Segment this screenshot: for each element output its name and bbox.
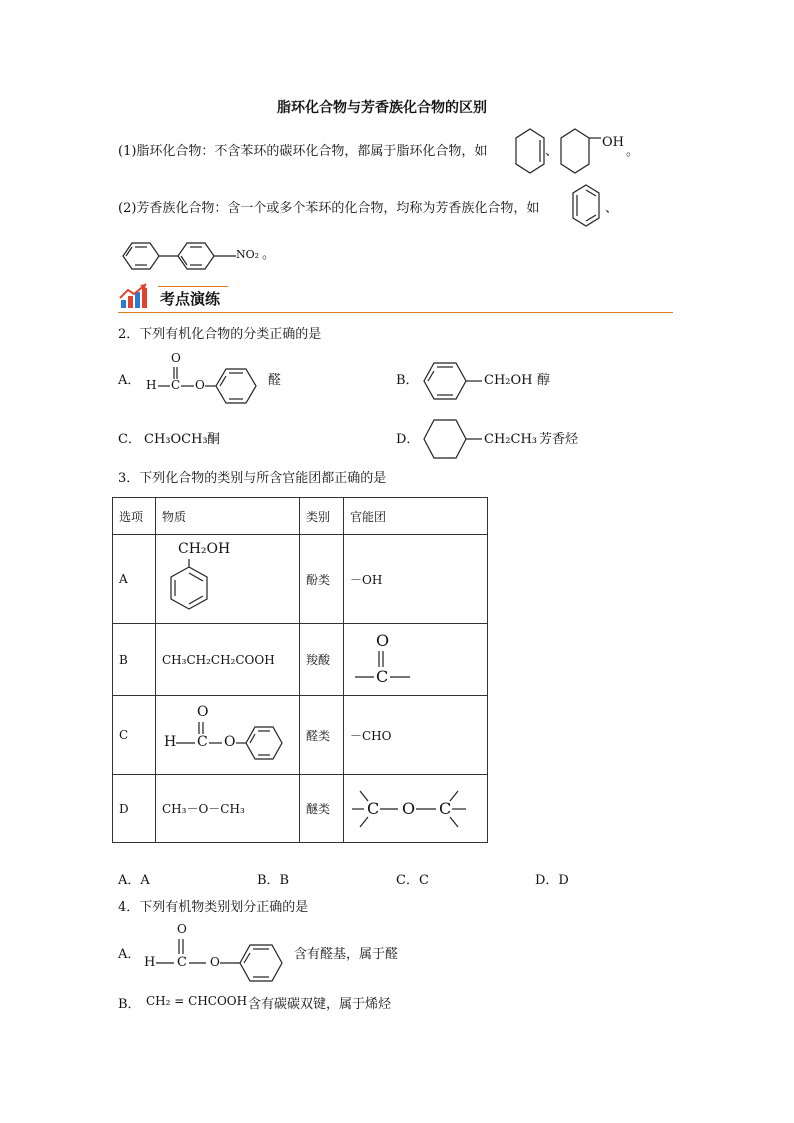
q2-stem: 2．下列有机化合物的分类正确的是 bbox=[118, 327, 322, 342]
section-divider bbox=[118, 312, 673, 313]
q2-option-a-label: A． bbox=[118, 373, 141, 388]
row-c-substance bbox=[156, 696, 300, 775]
period: 。 bbox=[262, 247, 276, 262]
q2-option-c-formula: CH₃OCH₃ bbox=[144, 432, 208, 447]
q4-option-b-formula: CH₂ = CHCOOH bbox=[146, 994, 248, 1008]
ethylcyclohexane-structure bbox=[420, 414, 484, 464]
q2-option-d-label: D． bbox=[396, 432, 420, 447]
row-b-substance: CH₃CH₂CH₂COOH bbox=[156, 624, 300, 696]
header-option: 选项 bbox=[113, 498, 156, 535]
paragraph-aromatic: (2)芳香族化合物：含一个或多个苯环的化合物，均称为芳香族化合物，如 bbox=[118, 201, 540, 216]
q3-table bbox=[112, 497, 488, 843]
hydrogen-atom: H bbox=[164, 734, 177, 750]
cyclohexanol-structure bbox=[557, 126, 603, 176]
ester-oxygen: O bbox=[224, 734, 236, 750]
carbonyl-carbon: C bbox=[376, 666, 389, 686]
row-b-group bbox=[344, 624, 488, 696]
page-title: 脂环化合物与芳香族化合物的区别 bbox=[277, 100, 487, 116]
header-group: 官能团 bbox=[344, 498, 488, 535]
carbon-atom: C bbox=[171, 378, 181, 392]
table-row bbox=[113, 775, 488, 843]
period: 。 bbox=[626, 144, 640, 159]
chart-icon bbox=[118, 282, 150, 310]
carbonyl-oxygen: O bbox=[197, 704, 209, 720]
table-header-row bbox=[113, 498, 488, 535]
row-c-category: 醛类 bbox=[300, 696, 344, 775]
q2-option-d-group: CH₂CH₃ bbox=[484, 432, 537, 447]
row-a-category: 酚类 bbox=[300, 535, 344, 624]
separator: 、 bbox=[605, 201, 619, 216]
carbonyl-oxygen: O bbox=[177, 922, 187, 936]
cyclohexene-structure bbox=[512, 126, 548, 176]
ether-carbon-right: C bbox=[439, 798, 452, 818]
header-category: 类别 bbox=[300, 498, 344, 535]
row-d-option: D bbox=[113, 775, 156, 843]
q4-option-a-label: A． bbox=[118, 947, 141, 962]
benzene-structure bbox=[570, 183, 602, 229]
row-d-category: 醚类 bbox=[300, 775, 344, 843]
q4-option-b-text: 含有碳碳双键，属于烯烃 bbox=[248, 997, 392, 1012]
carbonyl-oxygen: O bbox=[376, 630, 390, 650]
table-row bbox=[113, 535, 488, 624]
nitrobiphenyl-structure bbox=[118, 238, 238, 274]
phenyl-formate-structure bbox=[162, 700, 292, 770]
q3-choice-a[interactable]: A．A bbox=[118, 873, 150, 888]
nitro-label: NO₂ bbox=[236, 248, 260, 261]
row-a-option: A bbox=[113, 535, 156, 624]
row-d-group bbox=[344, 775, 488, 843]
row-a-substance bbox=[156, 535, 300, 624]
carbonyl-bonds bbox=[350, 629, 430, 691]
q2-option-c-label: C． bbox=[118, 432, 141, 447]
ester-oxygen: O bbox=[195, 378, 205, 392]
q3-choice-d[interactable]: D．D bbox=[535, 873, 569, 888]
q3-choice-b[interactable]: B．B bbox=[257, 873, 290, 888]
hydrogen-atom: H bbox=[144, 955, 156, 970]
carbon-atom: C bbox=[177, 955, 187, 970]
benzyl-alcohol-structure bbox=[164, 559, 214, 615]
ether-oxygen: O bbox=[402, 798, 416, 818]
row-b-option: B bbox=[113, 624, 156, 696]
q2-option-a-class: 醛 bbox=[268, 373, 282, 388]
q4-option-b-label: B． bbox=[118, 997, 141, 1012]
benzyl-group-label: CH₂OH bbox=[178, 541, 231, 557]
q2-option-d-class: 芳香烃 bbox=[539, 432, 579, 447]
carbon-atom: C bbox=[197, 734, 208, 750]
q2-option-c-class: 酮 bbox=[207, 432, 221, 447]
row-b-category: 羧酸 bbox=[300, 624, 344, 696]
table-row bbox=[113, 624, 488, 696]
q4-option-a-text: 含有醛基，属于醛 bbox=[294, 947, 399, 962]
separator: 、 bbox=[545, 144, 559, 159]
header-accent-line bbox=[158, 286, 228, 287]
carbonyl-oxygen: O bbox=[171, 351, 181, 365]
ester-oxygen: O bbox=[210, 955, 220, 969]
ether-carbon-left: C bbox=[367, 798, 380, 818]
row-d-substance: CH₃－O－CH₃ bbox=[156, 775, 300, 843]
q2-option-b-label: B． bbox=[396, 373, 419, 388]
q4-stem: 4．下列有机物类别划分正确的是 bbox=[118, 900, 309, 915]
q3-stem: 3．下列化合物的类别与所含官能团都正确的是 bbox=[118, 471, 387, 486]
ether-bonds bbox=[350, 779, 480, 839]
table-row bbox=[113, 696, 488, 775]
phenyl-formate-structure bbox=[150, 360, 270, 406]
row-c-group: －CHO bbox=[344, 696, 488, 775]
q2-option-b-class: 醇 bbox=[537, 373, 551, 388]
q3-choice-c[interactable]: C．C bbox=[396, 873, 429, 888]
q2-option-b-group: CH₂OH bbox=[484, 373, 533, 388]
row-a-group: －OH bbox=[344, 535, 488, 624]
row-c-option: C bbox=[113, 696, 156, 775]
benzyl-alcohol-structure bbox=[420, 357, 484, 405]
hydroxyl-label: OH bbox=[602, 135, 624, 150]
phenyl-formate-structure bbox=[140, 928, 292, 984]
hydrogen-atom: H bbox=[146, 378, 157, 392]
header-substance: 物质 bbox=[156, 498, 300, 535]
section-title: 考点演练 bbox=[160, 290, 221, 308]
paragraph-alicyclic: (1)脂环化合物：不含苯环的碳环化合物，都属于脂环化合物，如 bbox=[118, 144, 488, 159]
